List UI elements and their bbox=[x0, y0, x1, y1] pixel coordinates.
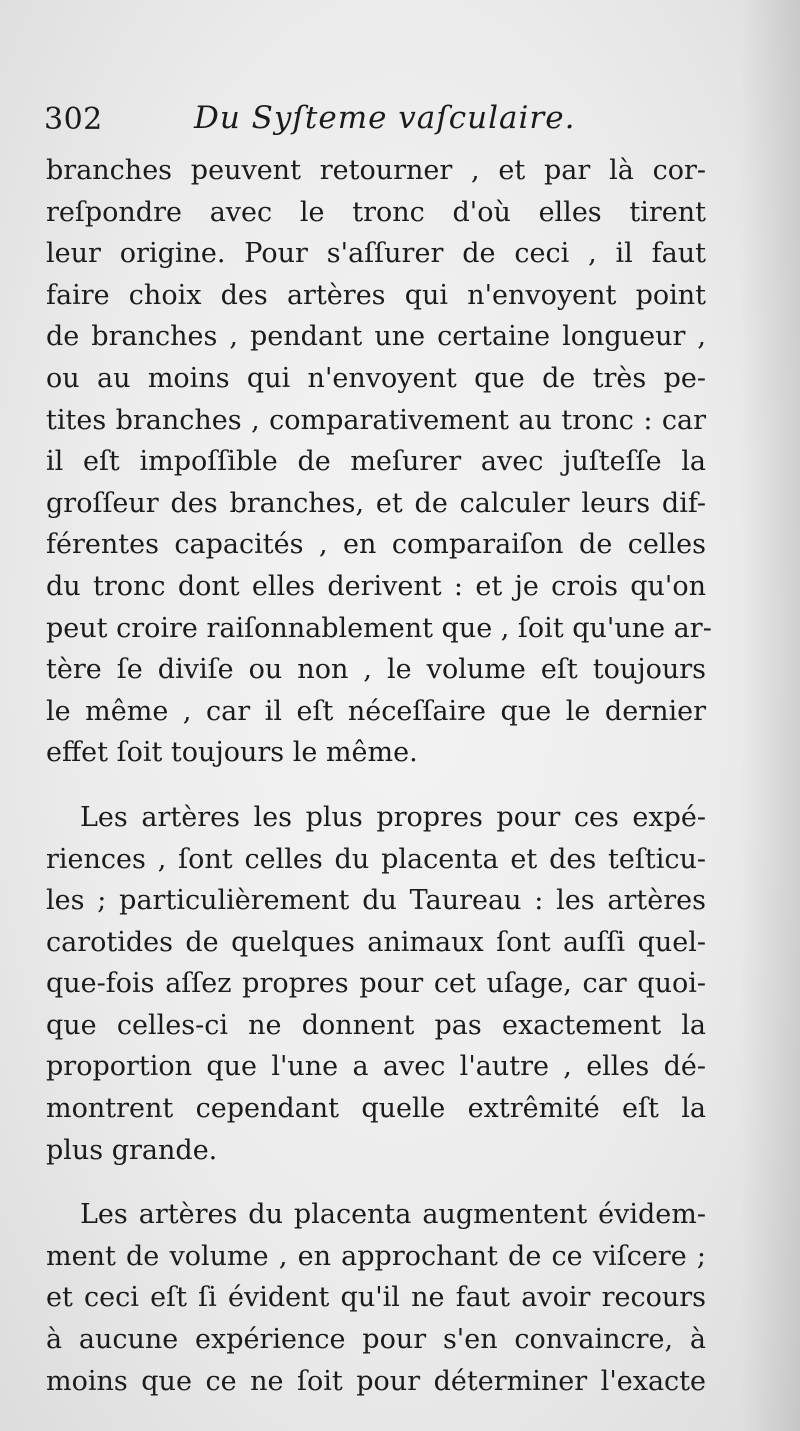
text-line: Les artères du placenta augmentent évidem- bbox=[80, 1199, 706, 1231]
text-line: Les artères les plus propres pour ces expé- bbox=[80, 801, 706, 833]
text-line: faire choix des artères qui n'envoyent point bbox=[46, 279, 706, 311]
text-line: que-fois aſſez propres pour cet uſage, car quoi- bbox=[46, 968, 706, 1000]
text-line: à aucune expérience pour s'en convaincre, à bbox=[46, 1324, 706, 1356]
text-line: groſſeur des branches, et de calculer leurs dif- bbox=[46, 487, 706, 519]
page-number: 302 bbox=[44, 102, 103, 137]
paragraph-gap bbox=[46, 1171, 706, 1194]
text-line: peut croire raiſonnablement que , ſoit qu'une ar- bbox=[46, 612, 712, 644]
text-line: leur origine. Pour s'aſſurer de ceci , il faut bbox=[46, 238, 706, 270]
text-line: reſpondre avec le tronc d'où elles tirent bbox=[46, 196, 706, 228]
text-line: les ; particulièrement du Taureau : les artères bbox=[46, 885, 706, 917]
text-line: ou au moins qui n'envoyent que de très pe- bbox=[46, 362, 706, 394]
text-line: que celles-ci ne donnent pas exactement la bbox=[46, 1009, 706, 1041]
text-line: tites branches , comparativement au tronc : car bbox=[46, 404, 706, 436]
paragraph-3 bbox=[46, 1194, 706, 1402]
text-line: effet ſoit toujours le même. bbox=[46, 737, 418, 769]
text-line: tère ſe diviſe ou non , le volume eſt toujours bbox=[46, 654, 706, 686]
text-line: montrent cependant quelle extrêmité eſt la bbox=[46, 1093, 706, 1125]
page-edge-shadow bbox=[740, 0, 800, 1431]
running-title: Du Syſteme vaſculaire. bbox=[194, 100, 576, 136]
text-line: plus grande. bbox=[46, 1134, 218, 1166]
text-line: de branches , pendant une certaine longueur , bbox=[46, 321, 706, 353]
paragraph-1 bbox=[46, 150, 712, 774]
paragraph-2 bbox=[46, 797, 706, 1171]
text-line: il eſt impoſſible de meſurer avec juſteſſe la bbox=[46, 446, 706, 478]
text-line: férentes capacités , en comparaiſon de celles bbox=[46, 529, 706, 561]
text-line: proportion que l'une a avec l'autre , elles dé- bbox=[46, 1051, 706, 1083]
text-line: riences , ſont celles du placenta et des teſticu- bbox=[46, 843, 706, 875]
text-line: le même , car il eſt néceſſaire que le dernier bbox=[46, 695, 706, 727]
text-line: et ceci eſt ſi évident qu'il ne faut avoir recours bbox=[46, 1282, 706, 1314]
paragraph-gap bbox=[46, 774, 706, 797]
text-line: ment de volume , en approchant de ce viſcere ; bbox=[46, 1240, 706, 1272]
text-line: moins que ce ne ſoit pour déterminer l'exacte bbox=[46, 1365, 706, 1397]
text-line: carotides de quelques animaux ſont auſſi quel- bbox=[46, 926, 706, 958]
text-line: branches peuvent retourner , et par là cor- bbox=[46, 155, 706, 186]
body-text bbox=[46, 150, 712, 1402]
text-line: du tronc dont elles derivent : et je crois qu'on bbox=[46, 570, 706, 602]
